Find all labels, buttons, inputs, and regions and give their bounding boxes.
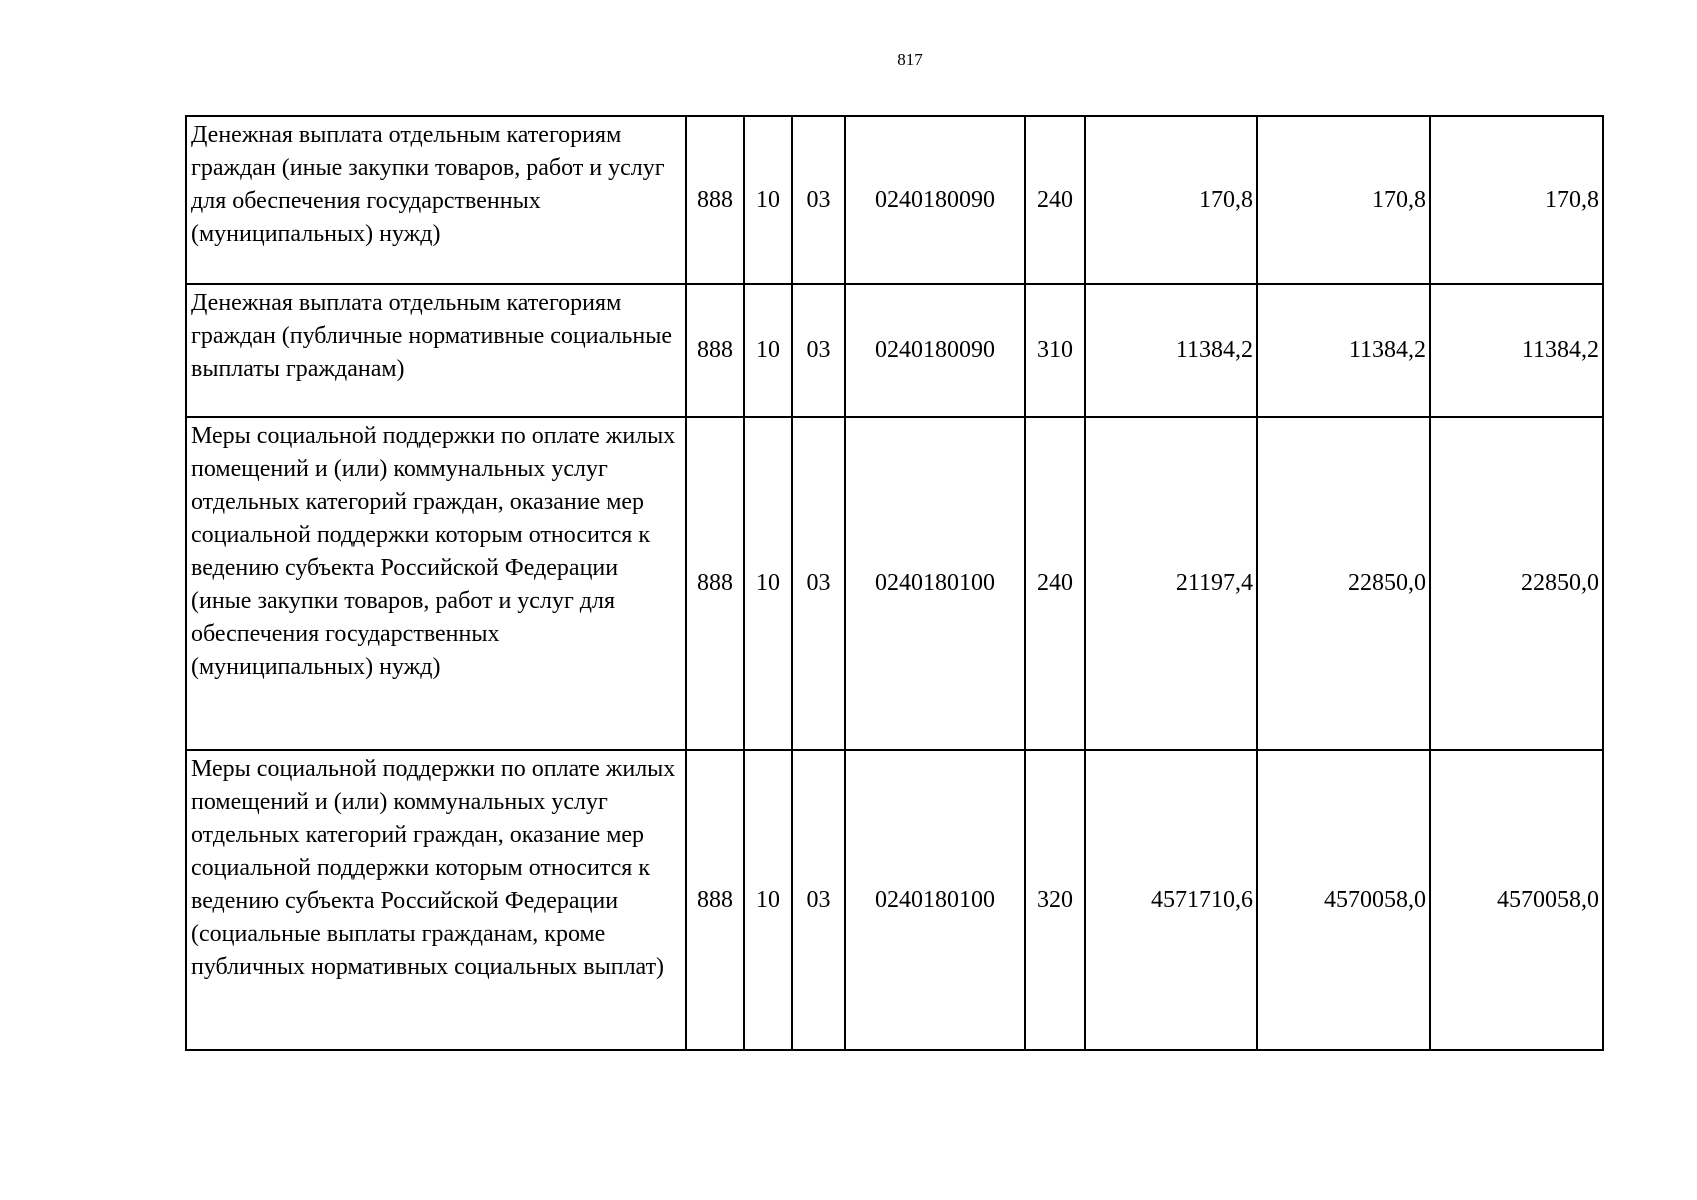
amount-year-1: 170,8 (1085, 116, 1257, 284)
section-code: 10 (744, 116, 792, 284)
target-article-code: 0240180100 (845, 750, 1025, 1050)
table-row (186, 417, 1603, 750)
row-description: Денежная выплата отдельным категориям граждан (иные закупки товаров, работ и услуг для обеспечения государственных (муниципальных) нужд) (186, 116, 686, 284)
ministry-code: 888 (686, 750, 744, 1050)
budget-table (185, 115, 1604, 1051)
section-code: 10 (744, 284, 792, 417)
table-row (186, 284, 1603, 417)
row-description: Меры социальной поддержки по оплате жилых помещений и (или) коммунальных услуг отдельных категорий граждан, оказание мер социальной поддержки которым относится к ведению субъекта Российской Федерации (социальные выплаты гражданам, кроме публичных нормативных социальных выплат) (186, 750, 686, 1050)
amount-year-1: 21197,4 (1085, 417, 1257, 750)
page-number: 817 (897, 50, 923, 69)
amount-year-1: 4571710,6 (1085, 750, 1257, 1050)
row-description: Денежная выплата отдельным категориям граждан (публичные нормативные социальные выплаты гражданам) (186, 284, 686, 417)
ministry-code: 888 (686, 116, 744, 284)
subsection-code: 03 (792, 750, 845, 1050)
expense-type-code: 240 (1025, 116, 1085, 284)
amount-year-3: 4570058,0 (1430, 750, 1603, 1050)
ministry-code: 888 (686, 284, 744, 417)
amount-year-3: 22850,0 (1430, 417, 1603, 750)
amount-year-2: 4570058,0 (1257, 750, 1430, 1050)
target-article-code: 0240180100 (845, 417, 1025, 750)
amount-year-3: 170,8 (1430, 116, 1603, 284)
subsection-code: 03 (792, 284, 845, 417)
expense-type-code: 240 (1025, 417, 1085, 750)
target-article-code: 0240180090 (845, 116, 1025, 284)
table-row (186, 116, 1603, 284)
amount-year-2: 170,8 (1257, 116, 1430, 284)
amount-year-1: 11384,2 (1085, 284, 1257, 417)
target-article-code: 0240180090 (845, 284, 1025, 417)
subsection-code: 03 (792, 417, 845, 750)
amount-year-3: 11384,2 (1430, 284, 1603, 417)
section-code: 10 (744, 417, 792, 750)
expense-type-code: 310 (1025, 284, 1085, 417)
section-code: 10 (744, 750, 792, 1050)
amount-year-2: 11384,2 (1257, 284, 1430, 417)
ministry-code: 888 (686, 417, 744, 750)
subsection-code: 03 (792, 116, 845, 284)
table-row (186, 750, 1603, 1050)
amount-year-2: 22850,0 (1257, 417, 1430, 750)
expense-type-code: 320 (1025, 750, 1085, 1050)
row-description: Меры социальной поддержки по оплате жилых помещений и (или) коммунальных услуг отдельных категорий граждан, оказание мер социальной поддержки которым относится к ведению субъекта Российской Федерации (иные закупки товаров, работ и услуг для обеспечения государственных (муниципальных) нужд) (186, 417, 686, 750)
